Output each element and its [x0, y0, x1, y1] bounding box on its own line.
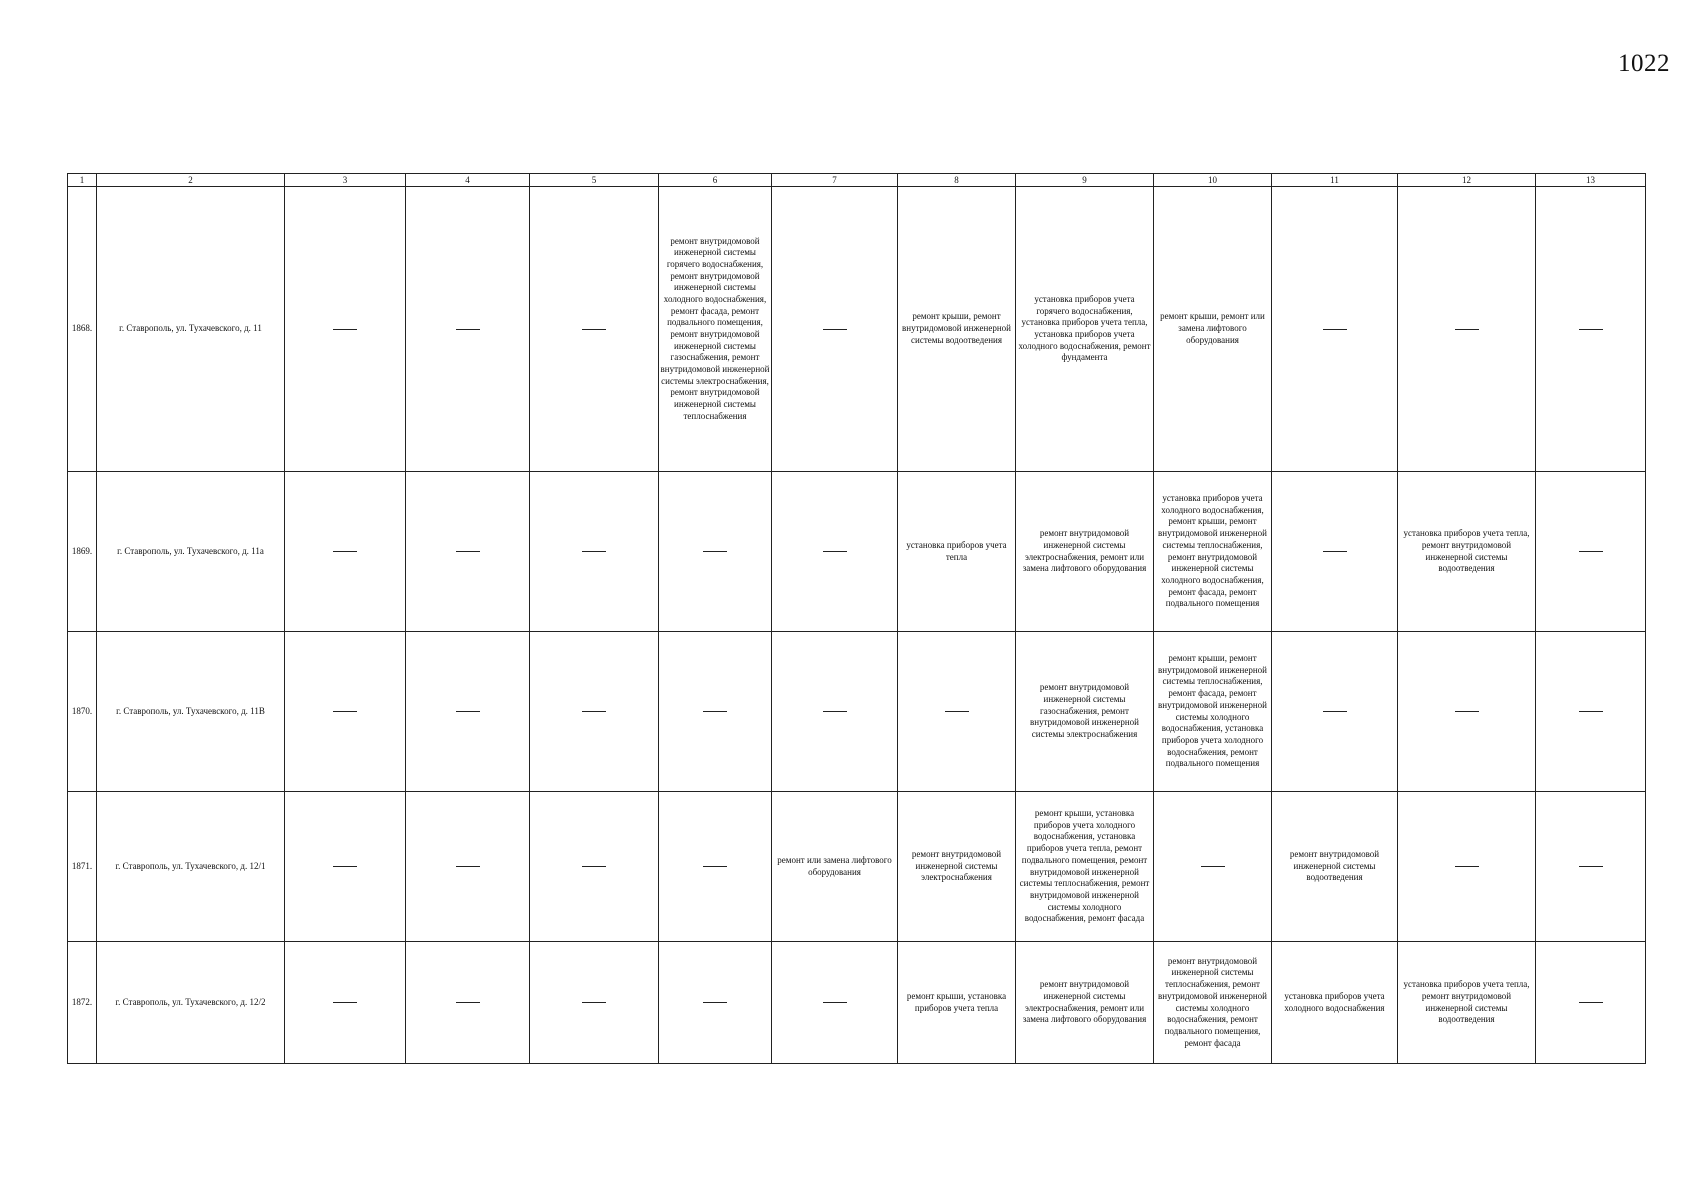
- empty-dash-cell: [1272, 187, 1398, 472]
- works-cell: ремонт или замена лифтового оборудования: [772, 792, 898, 942]
- empty-dash-cell: [285, 792, 406, 942]
- column-number: 9: [1016, 174, 1154, 187]
- empty-dash-cell: [659, 942, 772, 1064]
- dash-mark: [333, 1002, 357, 1003]
- column-number: 12: [1398, 174, 1536, 187]
- empty-dash-cell: [1398, 632, 1536, 792]
- dash-mark: [456, 711, 480, 712]
- address-cell: г. Ставрополь, ул. Тухачевского, д. 12/1: [97, 792, 285, 942]
- dash-mark: [823, 551, 847, 552]
- empty-dash-cell: [772, 942, 898, 1064]
- empty-dash-cell: [659, 472, 772, 632]
- works-cell: ремонт внутридомовой инженерной системы газоснабжения, ремонт внутридомовой инженерной системы электроснабжения: [1016, 632, 1154, 792]
- empty-dash-cell: [406, 942, 530, 1064]
- empty-dash-cell: [659, 632, 772, 792]
- dash-mark: [703, 551, 727, 552]
- address-cell: г. Ставрополь, ул. Тухачевского, д. 11: [97, 187, 285, 472]
- works-cell: установка приборов учета тепла, ремонт внутридомовой инженерной системы водоотведения: [1398, 942, 1536, 1064]
- dash-mark: [582, 866, 606, 867]
- dash-mark: [582, 1002, 606, 1003]
- dash-mark: [703, 1002, 727, 1003]
- empty-dash-cell: [406, 187, 530, 472]
- empty-dash-cell: [1272, 632, 1398, 792]
- column-number: 4: [406, 174, 530, 187]
- works-cell: ремонт внутридомовой инженерной системы водоотведения: [1272, 792, 1398, 942]
- dash-mark: [456, 329, 480, 330]
- table-row: [68, 187, 1646, 472]
- dash-mark: [823, 329, 847, 330]
- page-number: 1022: [1618, 50, 1670, 77]
- empty-dash-cell: [285, 187, 406, 472]
- dash-mark: [1579, 329, 1603, 330]
- empty-dash-cell: [1536, 942, 1646, 1064]
- works-cell: установка приборов учета тепла: [898, 472, 1016, 632]
- dash-mark: [1323, 329, 1347, 330]
- empty-dash-cell: [1536, 187, 1646, 472]
- row-number: 1871.: [68, 792, 97, 942]
- row-number: 1868.: [68, 187, 97, 472]
- empty-dash-cell: [1272, 472, 1398, 632]
- empty-dash-cell: [1154, 792, 1272, 942]
- table-row: [68, 942, 1646, 1064]
- dash-mark: [823, 1002, 847, 1003]
- dash-mark: [333, 551, 357, 552]
- dash-mark: [456, 551, 480, 552]
- column-number: 1: [68, 174, 97, 187]
- empty-dash-cell: [530, 187, 659, 472]
- works-cell: установка приборов учета тепла, ремонт внутридомовой инженерной системы водоотведения: [1398, 472, 1536, 632]
- column-number: 13: [1536, 174, 1646, 187]
- column-number: 7: [772, 174, 898, 187]
- row-number: 1872.: [68, 942, 97, 1064]
- address-cell: г. Ставрополь, ул. Тухачевского, д. 11В: [97, 632, 285, 792]
- empty-dash-cell: [772, 632, 898, 792]
- works-cell: ремонт крыши, ремонт внутридомовой инженерной системы водоотведения: [898, 187, 1016, 472]
- dash-mark: [333, 329, 357, 330]
- empty-dash-cell: [285, 942, 406, 1064]
- works-cell: ремонт внутридомовой инженерной системы электроснабжения, ремонт или замена лифтового оборудования: [1016, 942, 1154, 1064]
- empty-dash-cell: [1536, 472, 1646, 632]
- empty-dash-cell: [285, 472, 406, 632]
- dash-mark: [1455, 711, 1479, 712]
- dash-mark: [582, 711, 606, 712]
- column-number: 10: [1154, 174, 1272, 187]
- dash-mark: [823, 711, 847, 712]
- column-number: 11: [1272, 174, 1398, 187]
- dash-mark: [582, 329, 606, 330]
- table-row: [68, 632, 1646, 792]
- works-cell: ремонт крыши, установка приборов учета холодного водоснабжения, установка приборов учета тепла, ремонт подвального помещения, ремонт внутридомовой инженерной системы теплоснабжения, ремонт внутридомовой инженерной системы холодного водоснабжения, ремонт фасада: [1016, 792, 1154, 942]
- empty-dash-cell: [659, 792, 772, 942]
- works-cell: ремонт крыши, установка приборов учета тепла: [898, 942, 1016, 1064]
- column-number: 3: [285, 174, 406, 187]
- dash-mark: [1579, 1002, 1603, 1003]
- empty-dash-cell: [898, 632, 1016, 792]
- dash-mark: [333, 866, 357, 867]
- dash-mark: [333, 711, 357, 712]
- dash-mark: [703, 711, 727, 712]
- capital-repair-table: [67, 173, 1646, 1064]
- column-number: 8: [898, 174, 1016, 187]
- dash-mark: [582, 551, 606, 552]
- works-cell: ремонт внутридомовой инженерной системы электроснабжения, ремонт или замена лифтового оборудования: [1016, 472, 1154, 632]
- dash-mark: [1455, 866, 1479, 867]
- dash-mark: [1201, 866, 1225, 867]
- address-cell: г. Ставрополь, ул. Тухачевского, д. 11а: [97, 472, 285, 632]
- column-number-row: [68, 174, 1646, 187]
- empty-dash-cell: [406, 632, 530, 792]
- dash-mark: [456, 1002, 480, 1003]
- empty-dash-cell: [1398, 792, 1536, 942]
- empty-dash-cell: [1536, 632, 1646, 792]
- row-number: 1870.: [68, 632, 97, 792]
- dash-mark: [1579, 866, 1603, 867]
- empty-dash-cell: [530, 472, 659, 632]
- address-cell: г. Ставрополь, ул. Тухачевского, д. 12/2: [97, 942, 285, 1064]
- dash-mark: [945, 711, 969, 712]
- empty-dash-cell: [772, 187, 898, 472]
- works-cell: установка приборов учета горячего водоснабжения, установка приборов учета тепла, установка приборов учета холодного водоснабжения, ремонт фундамента: [1016, 187, 1154, 472]
- dash-mark: [1579, 711, 1603, 712]
- dash-mark: [1579, 551, 1603, 552]
- row-number: 1869.: [68, 472, 97, 632]
- works-cell: установка приборов учета холодного водоснабжения: [1272, 942, 1398, 1064]
- column-number: 5: [530, 174, 659, 187]
- column-number: 6: [659, 174, 772, 187]
- table-row: [68, 792, 1646, 942]
- column-number: 2: [97, 174, 285, 187]
- dash-mark: [1323, 711, 1347, 712]
- dash-mark: [456, 866, 480, 867]
- empty-dash-cell: [406, 792, 530, 942]
- dash-mark: [703, 866, 727, 867]
- works-cell: ремонт внутридомовой инженерной системы электроснабжения: [898, 792, 1016, 942]
- works-cell: ремонт внутридомовой инженерной системы горячего водоснабжения, ремонт внутридомовой инженерной системы холодного водоснабжения, ремонт фасада, ремонт подвального помещения, ремонт внутридомовой инженерной системы газоснабжения, ремонт внутридомовой инженерной системы электроснабжения, ремонт внутридомовой инженерной системы теплоснабжения: [659, 187, 772, 472]
- works-cell: ремонт крыши, ремонт внутридомовой инженерной системы теплоснабжения, ремонт фасада, ремонт внутридомовой инженерной системы холодного водоснабжения, установка приборов учета холодного водоснабжения, ремонт подвального помещения: [1154, 632, 1272, 792]
- empty-dash-cell: [530, 632, 659, 792]
- empty-dash-cell: [1536, 792, 1646, 942]
- dash-mark: [1323, 551, 1347, 552]
- works-cell: установка приборов учета холодного водоснабжения, ремонт крыши, ремонт внутридомовой инженерной системы теплоснабжения, ремонт внутридомовой инженерной системы холодного водоснабжения, ремонт фасада, ремонт подвального помещения: [1154, 472, 1272, 632]
- works-cell: ремонт крыши, ремонт или замена лифтового оборудования: [1154, 187, 1272, 472]
- empty-dash-cell: [530, 942, 659, 1064]
- empty-dash-cell: [530, 792, 659, 942]
- table-row: [68, 472, 1646, 632]
- empty-dash-cell: [406, 472, 530, 632]
- empty-dash-cell: [285, 632, 406, 792]
- works-cell: ремонт внутридомовой инженерной системы теплоснабжения, ремонт внутридомовой инженерной системы холодного водоснабжения, ремонт подвального помещения, ремонт фасада: [1154, 942, 1272, 1064]
- empty-dash-cell: [1398, 187, 1536, 472]
- dash-mark: [1455, 329, 1479, 330]
- empty-dash-cell: [772, 472, 898, 632]
